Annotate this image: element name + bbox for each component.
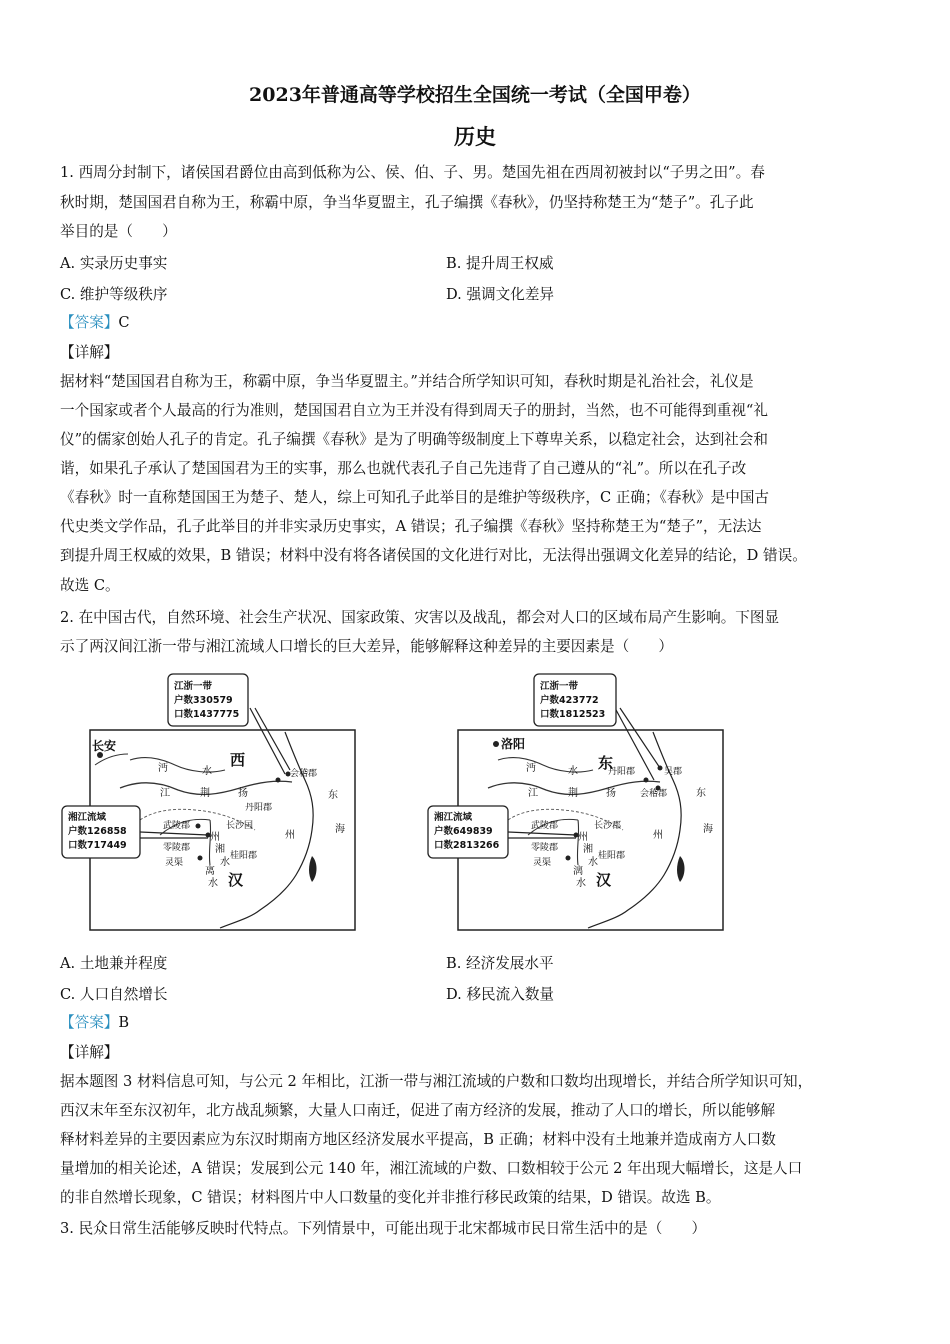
q1-option-a: A. 实录历史事实	[60, 255, 168, 272]
q1-stem-line: 秋时期，楚国国君自称为王，称霸中原，争当华夏盟主，孔子编撰《春秋》，仍坚持称楚王为“楚子”。孔子此	[60, 194, 754, 211]
map-label: 武陵郡	[163, 821, 191, 831]
map-label: 水	[568, 766, 578, 777]
map-label: 灵渠	[165, 858, 184, 868]
map-label: 水	[588, 857, 598, 868]
callout-population: 口数1812523	[540, 709, 606, 720]
callout-population: 口数717449	[68, 840, 127, 851]
map-label: 海	[335, 824, 345, 835]
city-dot	[276, 778, 281, 783]
q1-option-b: B. 提升周王权威	[446, 255, 554, 272]
q2-option-c: C. 人口自然增长	[60, 986, 168, 1003]
q2-answer	[60, 1013, 129, 1033]
map-label: 东	[328, 790, 338, 801]
map-label: 扬	[606, 788, 616, 799]
q2-detail-tag: 【详解】	[60, 1044, 119, 1061]
q2-option-d: D. 移民流入数量	[446, 986, 555, 1003]
q1-detail-line: 仪”的儒家创始人孔子的肯定。孔子编撰《春秋》是为了明确等级制度上下尊卑关系，以稳定社会，达到社会和	[60, 431, 768, 448]
map-label: 零陵郡	[163, 843, 191, 853]
callout-households: 户数649839	[434, 826, 493, 837]
q1-detail-line: 谐，如果孔子承认了楚国国君为王的实事，那么也就代表孔子自己先违背了自己遵从的“礼”。所以在孔子改	[60, 460, 747, 477]
callout-population: 口数2813266	[434, 840, 500, 851]
map-label: 湘	[215, 844, 225, 855]
map-label: 吴郡	[664, 767, 683, 777]
map-label: 州	[653, 830, 663, 841]
callout-population: 口数1437775	[174, 709, 240, 720]
q2-option-b: B. 经济发展水平	[446, 955, 554, 972]
callout-title: 江浙一带	[174, 681, 213, 692]
capital-label: 洛阳	[501, 737, 526, 751]
map-label: 州	[578, 832, 588, 843]
callout-households: 户数423772	[540, 695, 599, 706]
exam-title: 2023年普通高等学校招生全国统一考试（全国甲卷）	[249, 84, 701, 106]
callout-households: 户数126858	[68, 826, 127, 837]
dynasty-label: 汉	[596, 871, 612, 889]
callout-title: 江浙一带	[540, 681, 579, 692]
q2-detail-line: 的非自然增长现象，C 错误；材料图片中人口数量的变化并非推行移民政策的结果，D 错误。故选 B。	[60, 1189, 721, 1206]
city-dot	[644, 778, 649, 783]
map-label: 丹阳郡	[608, 767, 636, 777]
map-label: 水	[220, 857, 230, 868]
map-label: 扬	[238, 788, 248, 799]
dynasty-label: 西	[230, 751, 246, 769]
map-label: 荆	[200, 788, 210, 799]
city-dot	[566, 856, 571, 861]
map-label: 江	[160, 788, 170, 799]
map-label: 州	[285, 830, 295, 841]
q2-detail-line: 西汉末年至东汉初年，北方战乱频繁，大量人口南迁，促进了南方经济的发展，推动了人口的增长，所以能够解	[60, 1102, 776, 1119]
q1-detail-tag: 【详解】	[60, 344, 119, 361]
q1-answer	[60, 313, 130, 333]
q2-stem-line: 2. 在中国古代，自然环境、社会生产状况、国家政策、灾害以及战乱，都会对人口的区域布局产生影响。下图显	[60, 609, 780, 626]
capital-dot	[493, 741, 499, 747]
callout-households: 户数330579	[174, 695, 233, 706]
han-population-maps	[60, 670, 713, 940]
q1-detail-line: 代史类文学作品，孔子此举目的并非实录历史事实，A 错误；孔子编撰《春秋》坚持称楚王为“楚子”，无法达	[60, 518, 762, 535]
map-label: 沔	[526, 763, 536, 774]
q2-detail-line: 据本题图 3 材料信息可知，与公元 2 年相比，江浙一带与湘江流域的户数和口数均出现增长，并结合所学知识可知，	[60, 1073, 813, 1090]
map-label: 水	[576, 878, 586, 889]
map-label: 湘	[583, 844, 593, 855]
map-label: 水	[202, 766, 212, 777]
map-label: 荆	[568, 788, 578, 799]
q2-stem-line: 示了两汉间江浙一带与湘江流域人口增长的巨大差异，能够解释这种差异的主要因素是（ ）	[60, 638, 673, 655]
q1-stem-line: 1. 西周分封制下，诸侯国君爵位由高到低称为公、侯、伯、子、男。楚国先祖在西周初被封以“子男之田”。春	[60, 164, 765, 181]
q1-option-c: C. 维护等级秩序	[60, 286, 168, 303]
map-label: 漓	[573, 866, 583, 877]
map-label: 丹阳郡	[245, 803, 273, 813]
q3-stem-line: 3. 民众日常生活能够反映时代特点。下列情景中，可能出现于北宋都城市民日常生活中的是（ ）	[60, 1220, 707, 1237]
city-dot	[198, 856, 203, 861]
q2-detail-line: 量增加的相关论述，A 错误；发展到公元 140 年，湘江流域的户数、口数相较于公元 2 年出现大幅增长，这是人口	[60, 1160, 803, 1177]
map-label: 桂阳郡	[230, 851, 258, 861]
q1-detail-line: 一个国家或者个人最高的行为准则，楚国国君自立为王并没有得到周天子的册封，当然，也不可能得到重视“礼	[60, 402, 768, 419]
map-label: 沔	[158, 763, 168, 774]
map-label: 水	[208, 878, 218, 889]
city-dot	[196, 824, 201, 829]
callout-title: 湘江流域	[68, 812, 107, 823]
answer-tag: 【答案】	[60, 314, 119, 331]
subject-title: 历史	[454, 124, 496, 149]
map-label: 桂阳郡	[598, 851, 626, 861]
map-label: 武陵郡	[531, 821, 559, 831]
map-label: 长沙郡	[594, 821, 622, 831]
answer-value: B	[118, 1014, 130, 1031]
answer-tag: 【答案】	[60, 1014, 119, 1031]
map-label: 州	[210, 832, 220, 843]
map-label: 离	[205, 866, 215, 877]
q1-detail-line: 到提升周王权威的效果，B 错误；材料中没有将各诸侯国的文化进行对比，无法得出强调文化差异的结论，D 错误。	[60, 547, 807, 564]
q2-detail-line: 释材料差异的主要因素应为东汉时期南方地区经济发展水平提高，B 正确；材料中没有土地兼并造成南方人口数	[60, 1131, 776, 1148]
map-label: 江	[528, 788, 538, 799]
map-label: 长沙国	[226, 821, 254, 831]
eastern-han-map	[428, 674, 723, 930]
q2-option-a: A. 土地兼并程度	[60, 955, 168, 972]
answer-value: C	[118, 314, 130, 331]
map-label: 灵渠	[533, 858, 552, 868]
callout-title: 湘江流域	[434, 812, 473, 823]
q1-detail-line: 据材料“楚国国君自称为王，称霸中原，争当华夏盟主。”并结合所学知识可知，春秋时期是礼治社会，礼仪是	[60, 373, 754, 390]
q1-stem-line: 举目的是（ ）	[60, 223, 177, 240]
dynasty-label: 东	[598, 754, 614, 772]
map-label: 会稽郡	[290, 769, 318, 779]
capital-label: 长安	[92, 739, 117, 753]
western-han-map	[62, 674, 355, 930]
map-label: 会稽郡	[640, 789, 668, 799]
q1-option-d: D. 强调文化差异	[446, 286, 555, 303]
map-label: 海	[703, 824, 713, 835]
map-label: 零陵郡	[531, 843, 559, 853]
dynasty-label: 汉	[228, 871, 244, 889]
map-label: 东	[696, 788, 706, 799]
q1-detail-line: 《春秋》时一直称楚国国王为楚子、楚人，综上可知孔子此举目的是维护等级秩序，C 正确；《春秋》是中国古	[60, 489, 770, 506]
q1-detail-line: 故选 C。	[60, 577, 120, 594]
